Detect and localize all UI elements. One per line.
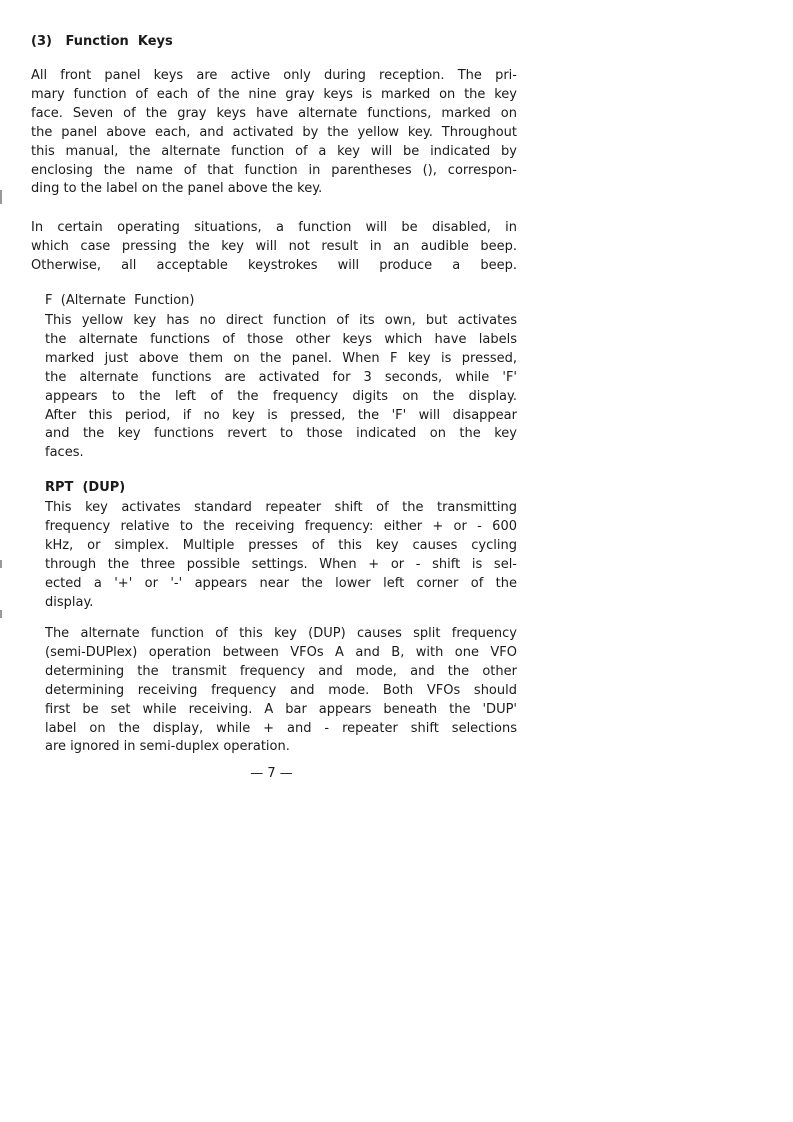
text-line: After this period, if no key is pressed, the 'F' will disappear — [45, 407, 517, 423]
text-line: enclosing the name of that function in parentheses (), correspon- — [31, 162, 517, 178]
text-line: determining the transmit frequency and mode, and the other — [45, 663, 517, 679]
text-line: Otherwise, all acceptable keystrokes will produce a beep. — [31, 257, 517, 273]
text-line: first be set while receiving. A bar appears beneath the 'DUP' — [45, 701, 517, 717]
text-line: and the key functions revert to those indicated on the key — [45, 426, 517, 442]
scan-edge-mark — [0, 610, 2, 618]
text-line: ected a '+' or '-' appears near the lower left corner of the — [45, 575, 517, 591]
text-line: determining receiving frequency and mode. Both VFOs should — [45, 682, 517, 698]
text-line: This key activates standard repeater shift of the transmitting — [45, 500, 517, 515]
text-line: In certain operating situations, a function will be disabled, in — [31, 220, 517, 235]
text-line: ding to the label on the panel above the key. — [31, 181, 323, 197]
f-key-paragraph — [45, 312, 517, 463]
scan-edge-mark — [0, 560, 2, 568]
text-line: This yellow key has no direct function of its own, but activates — [45, 313, 517, 328]
scan-edge-mark — [0, 190, 2, 204]
text-line: the panel above each, and activated by the yellow key. Throughout — [31, 124, 517, 140]
f-key-title: F (Alternate Function) — [45, 293, 195, 308]
text-line: the alternate functions of those other keys which have labels — [45, 331, 517, 347]
text-line: marked just above them on the panel. When F key is pressed, — [45, 350, 517, 366]
text-line: label on the display, while + and - repeater shift selections — [45, 720, 517, 736]
text-line: kHz, or simplex. Multiple presses of this key causes cycling — [45, 537, 517, 553]
rpt-key-title: RPT (DUP) — [45, 480, 126, 495]
disabled-note-paragraph — [31, 219, 517, 276]
text-line: through the three possible settings. When + or - shift is sel- — [45, 556, 517, 572]
section-heading: (3) Function Keys — [31, 34, 173, 49]
text-line: faces. — [45, 445, 84, 461]
text-line: the alternate functions are activated for 3 seconds, while 'F' — [45, 369, 517, 385]
text-line: face. Seven of the gray keys have alternate functions, marked on — [31, 105, 517, 121]
text-line: mary function of each of the nine gray keys is marked on the key — [31, 86, 517, 102]
dup-alternate-paragraph — [45, 625, 517, 757]
page-number-container — [0, 766, 793, 781]
page-number: — 7 — — [250, 766, 293, 781]
text-line: this manual, the alternate function of a key will be indicated by — [31, 143, 517, 159]
text-line: are ignored in semi-duplex operation. — [45, 739, 290, 755]
intro-paragraph — [31, 67, 517, 199]
rpt-key-paragraph — [45, 499, 517, 612]
text-line: frequency relative to the receiving frequency: either + or - 600 — [45, 518, 517, 534]
text-line: which case pressing the key will not result in an audible beep. — [31, 238, 517, 254]
text-line: All front panel keys are active only during reception. The pri- — [31, 68, 517, 83]
text-line: appears to the left of the frequency digits on the display. — [45, 388, 517, 404]
text-line: display. — [45, 594, 94, 610]
text-line: The alternate function of this key (DUP) causes split frequency — [45, 626, 517, 641]
text-line: (semi-DUPlex) operation between VFOs A and B, with one VFO — [45, 644, 517, 660]
